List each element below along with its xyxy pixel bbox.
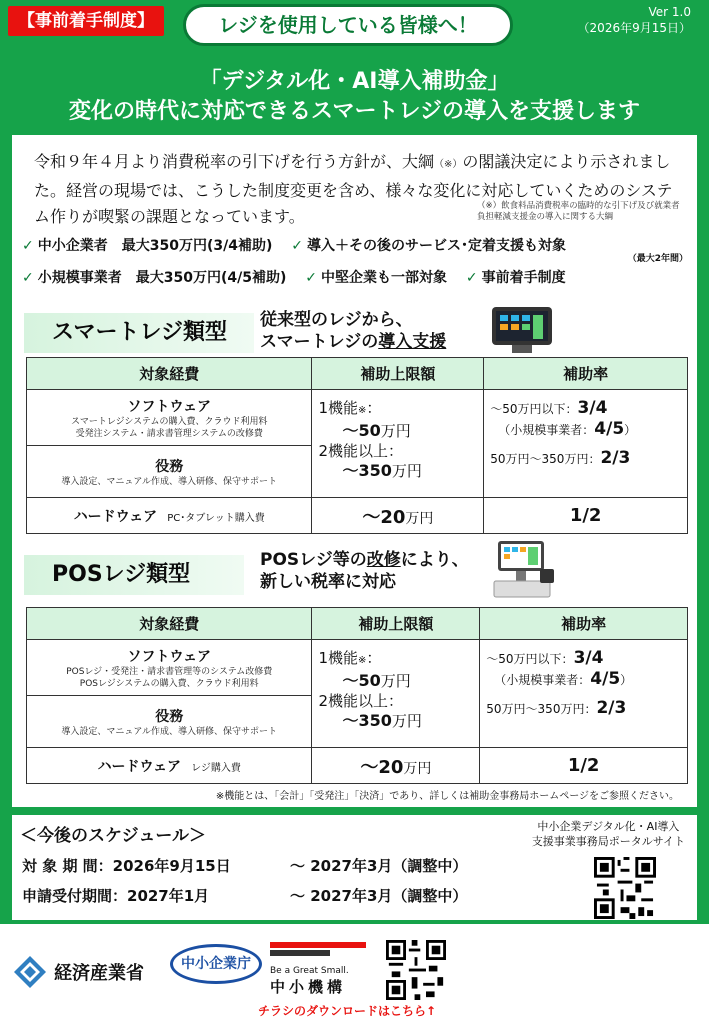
hardware-cell (27, 748, 312, 784)
pos-desc-part-c: により、 (400, 550, 469, 570)
rate-2-value: 2/3 (596, 698, 627, 718)
rate-2-label: 50万円～350万円： (490, 452, 601, 466)
title-line-2: 変化の時代に対応できるスマートレジの導入を支援します (68, 99, 640, 124)
smart-desc-line-1: 従来型のレジから、 (260, 310, 413, 330)
rate-small-value: 4/5 (594, 419, 625, 439)
software-sub-2: POSレジシステムの購入費、クラウド利用料 (79, 678, 259, 689)
limit-2-value: ～350 (342, 711, 392, 730)
col-header-limit: 補助上限額 (312, 608, 480, 640)
download-link[interactable]: チラシのダウンロードはこちら↑ (258, 1004, 437, 1018)
audience-pill: レジを使用している皆様へ！ (183, 4, 513, 46)
software-sub-2: 受発注システム・請求書管理システムの改修費 (75, 428, 263, 439)
hardware-label: ハードウェア (97, 758, 182, 775)
limit-unit: 万円 (391, 712, 422, 730)
rate-line-3 (486, 698, 687, 719)
check-item: 事前着手制度 (481, 270, 566, 286)
early-start-tag: 【事前着手制度】 (8, 6, 164, 36)
smrj-logo (270, 942, 370, 997)
pos-register-table (26, 607, 688, 784)
check-item: 中小企業者 最大350万円(3/4補助) (37, 238, 273, 254)
rate-2-value: 2/3 (600, 448, 631, 468)
version-info (578, 4, 691, 36)
version-number: Ver 1.0 (648, 5, 691, 19)
limit-unit: 万円 (403, 760, 432, 777)
rate-line-3 (490, 448, 687, 469)
smrj-tagline: Be a Great Small. (270, 966, 349, 976)
intro-part-b: の閣議決定により示されました。経営の現場では、こうした制度変更を含め、様々な変化に対応していくためのシステム作りが喫緊の課題となっています。 (34, 152, 673, 226)
software-label: ソフトウェア (127, 398, 211, 415)
limit-2-label: 2機能以上： (318, 442, 404, 460)
portal-line-2: 支援事業事務局ポータルサイト (531, 835, 685, 848)
limit-line-2 (318, 421, 483, 441)
pos-desc-line-1 (260, 549, 469, 571)
pos-desc-line-2: 新しい税率に対応 (260, 572, 396, 592)
smart-register-label: スマートレジ類型 (24, 313, 254, 353)
rate-2-label: 50万円～350万円： (486, 702, 597, 716)
version-date: （2026年9月15日） (577, 21, 691, 35)
hw-limit-value: ～20 (360, 756, 404, 778)
portal-site-label[interactable] (532, 819, 685, 849)
limit-cell (312, 640, 480, 748)
main-panel (12, 135, 697, 807)
pos-terminal-icon (488, 539, 560, 601)
smart-desc-part-a: スマートレジの (260, 332, 379, 352)
rate-line-2 (486, 669, 687, 690)
meti-emblem-icon (12, 954, 48, 990)
limit-1-label: 1機能 (318, 399, 359, 417)
smart-register-desc (260, 309, 446, 353)
hardware-cell (27, 498, 312, 534)
smart-register-table (26, 357, 688, 534)
limit-line-1 (318, 648, 479, 671)
download-qr-code-icon[interactable] (386, 940, 446, 1000)
service-sub: 導入設定、マニュアル作成、導入研修、保守サポート (61, 726, 278, 737)
limit-unit: 万円 (391, 462, 422, 480)
limit-line-2 (318, 671, 479, 691)
service-sub: 導入設定、マニュアル作成、導入研修、保守サポート (61, 476, 278, 487)
rate-small-label: （小規模事業者： (494, 673, 591, 687)
function-footnote: ※機能とは、「会計」「受発注」「決済」であり、詳しくは補助金事務局ホームページをご参照ください。 (215, 791, 679, 802)
pos-desc-part-a: POSレジ等の (260, 550, 367, 570)
smart-desc-line-2 (260, 331, 446, 353)
col-header-rate: 補助率 (480, 608, 688, 640)
pos-register-desc (260, 549, 469, 593)
hw-limit-cell (312, 498, 484, 534)
check-icon: ✓ (22, 270, 34, 286)
software-sub-1: スマートレジシステムの購入費、クラウド利用料 (71, 416, 268, 427)
limit-1-value: ～50 (342, 421, 381, 440)
hw-limit-cell (312, 748, 480, 784)
rate-line-1 (486, 648, 687, 669)
hardware-label: ハードウェア (73, 508, 158, 525)
tablet-register-icon (486, 305, 558, 355)
rate-small-label: （小規模事業者： (498, 423, 595, 437)
rate-cell (484, 390, 688, 498)
check-icon: ✓ (305, 270, 317, 286)
limit-1-mark: ※ (358, 655, 367, 666)
rate-small-close: ） (620, 673, 633, 687)
application-period-end: ～ 2027年3月（調整中） (290, 887, 468, 905)
service-label: 役務 (155, 458, 184, 475)
hw-rate-cell: 1/2 (484, 498, 688, 534)
limit-1-value: ～50 (342, 671, 381, 690)
hw-rate-cell: 1/2 (480, 748, 688, 784)
col-header-expense: 対象経費 (27, 358, 312, 390)
target-period-end: ～ 2027年3月（調整中） (290, 857, 468, 875)
pos-register-label: POSレジ類型 (24, 555, 244, 595)
service-cell (27, 446, 312, 498)
intro-footnote: （※）飲食料品消費税率の臨時的な引下げ及び就業者負担軽減支援金の導入に関する大綱 (477, 201, 680, 222)
check-icon: ✓ (465, 270, 478, 286)
target-period-label: 対 象 期 間：2026年9月15日 (22, 857, 231, 875)
portal-qr-code-icon[interactable] (594, 857, 656, 919)
hardware-sub: レジ購入費 (191, 762, 241, 774)
application-period-label: 申請受付期間：2027年1月 (22, 887, 210, 905)
check-row-1 (22, 235, 566, 255)
chusho-logo: 中小企業庁 (170, 944, 262, 984)
limit-unit: 万円 (380, 422, 411, 440)
col-header-rate: 補助率 (484, 358, 688, 390)
intro-mark: （※） (434, 159, 463, 170)
smrj-emblem-icon (270, 942, 366, 960)
rate-1-value: 3/4 (577, 398, 608, 418)
limit-cell (312, 390, 484, 498)
hw-limit-value: ～20 (362, 506, 406, 528)
hardware-sub: PC･タブレット購入費 (167, 512, 265, 524)
smrj-name: 中小機構 (270, 978, 347, 996)
software-sub-1: POSレジ・受発注・請求書管理等のシステム改修費 (66, 666, 273, 677)
rate-line-1 (490, 398, 687, 419)
smart-desc-part-b: 導入支援 (378, 332, 447, 352)
check-icon: ✓ (22, 238, 34, 254)
limit-unit: 万円 (380, 672, 411, 690)
check-note: （最大2年間） (627, 254, 688, 264)
rate-1-label: ～50万円以下： (490, 402, 578, 416)
software-cell (27, 640, 312, 696)
rate-small-close: ） (624, 423, 637, 437)
limit-1-mark: ※ (358, 405, 367, 416)
check-item: 導入＋その後のサービス･定着支援も対象 (306, 238, 566, 254)
col-header-expense: 対象経費 (27, 608, 312, 640)
limit-line-1 (318, 398, 483, 421)
limit-2-value: ～350 (342, 461, 392, 480)
pos-desc-part-b: 改修 (366, 550, 401, 570)
rate-1-label: ～50万円以下： (486, 652, 574, 666)
check-item: 小規模事業者 最大350万円(4/5補助) (37, 270, 287, 286)
service-label: 役務 (155, 708, 184, 725)
limit-2-label: 2機能以上： (318, 692, 404, 710)
portal-line-1: 中小企業デジタル化・AI導入 (537, 820, 680, 833)
meti-name: 経済産業省 (54, 963, 144, 984)
col-header-limit: 補助上限額 (312, 358, 484, 390)
rate-small-value: 4/5 (590, 669, 621, 689)
schedule-panel (12, 815, 697, 920)
rate-1-value: 3/4 (573, 648, 604, 668)
check-item: 中堅企業も一部対象 (320, 270, 447, 286)
limit-1-label: 1機能 (318, 649, 359, 667)
service-cell (27, 696, 312, 748)
meti-logo (12, 952, 144, 992)
limit-unit: 万円 (405, 510, 434, 527)
software-cell (27, 390, 312, 446)
schedule-row-application (22, 885, 468, 906)
check-icon: ✓ (291, 238, 303, 254)
limit-1-colon: ： (366, 399, 382, 417)
rate-cell (480, 640, 688, 748)
check-row-2 (22, 267, 566, 287)
limit-1-colon: ： (366, 649, 382, 667)
software-label: ソフトウェア (127, 648, 211, 665)
limit-line-4 (318, 711, 479, 731)
intro-part-a: 令和９年４月より消費税率の引下げを行う方針が、大綱 (34, 152, 435, 171)
limit-line-4 (318, 461, 483, 481)
title-line-1: 「デジタル化・AI導入補助金」 (199, 69, 510, 94)
schedule-title: ＜今後のスケジュール＞ (20, 826, 206, 846)
rate-line-2 (490, 419, 687, 440)
schedule-row-target (22, 855, 468, 876)
